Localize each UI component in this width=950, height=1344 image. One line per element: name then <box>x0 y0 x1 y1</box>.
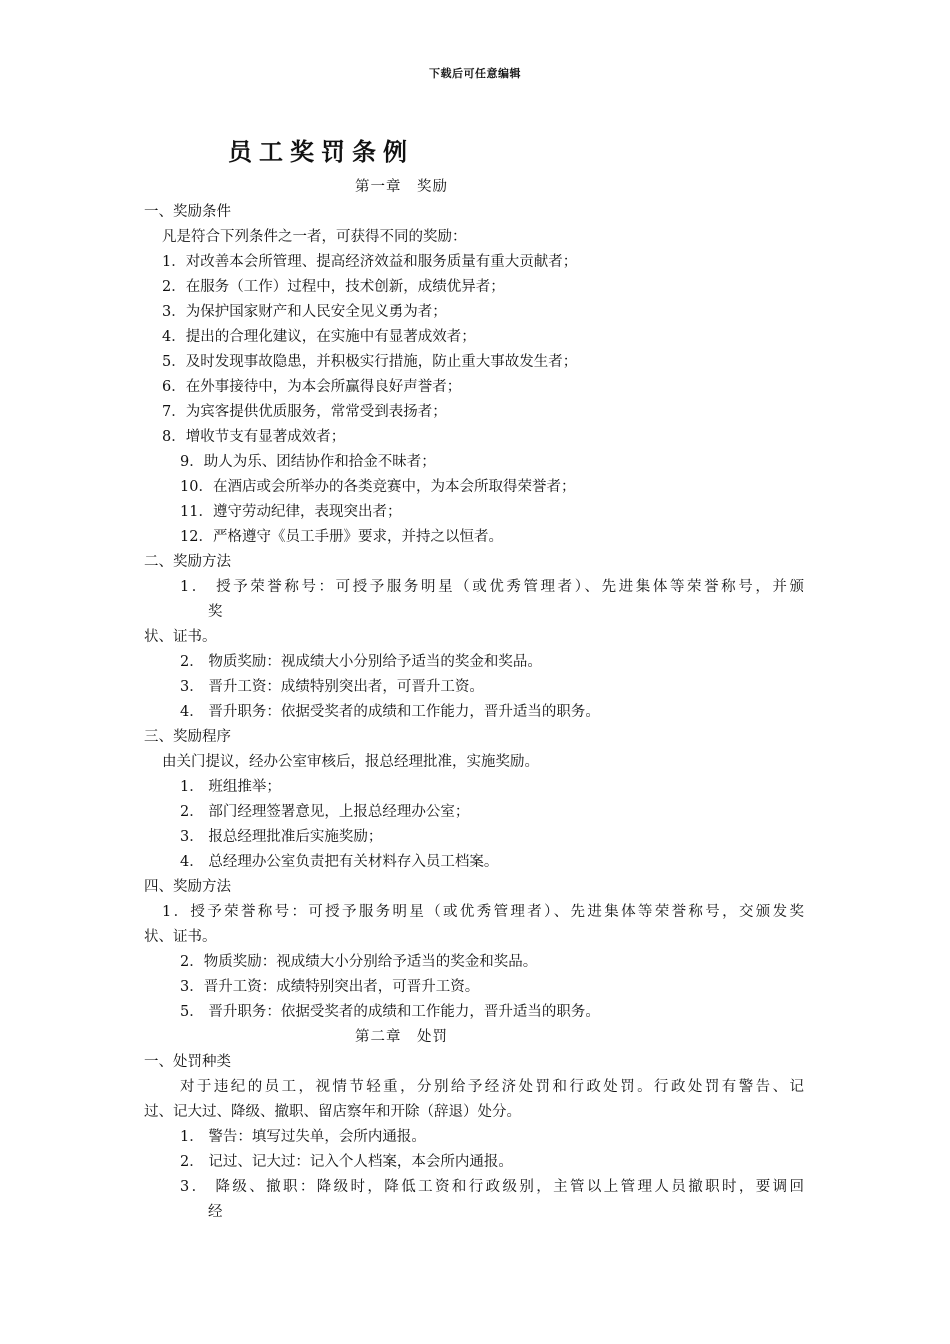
list-item: 2． 记过、记大过：记入个人档案，本会所内通报。 <box>180 1154 513 1170</box>
list-item: 7．为宾客提供优质服务，常常受到表扬者； <box>162 404 447 420</box>
list-item: 3．晋升工资：成绩特别突出者，可晋升工资。 <box>180 979 480 995</box>
list-item: 1．授予荣誉称号：可授予服务明星（或优秀管理者）、先进集体等荣誉称号，交颁发奖 <box>162 904 804 920</box>
document-title: 员工奖罚条例 <box>228 138 414 166</box>
list-item-continuation: 经 <box>208 1204 223 1220</box>
list-item: 1． 授予荣誉称号：可授予服务明星（或优秀管理者）、先进集体等荣誉称号，并颁 <box>180 579 804 595</box>
list-item: 3．为保护国家财产和人民安全见义勇为者； <box>162 304 447 320</box>
chapter-heading: 第二章 处罚 <box>355 1029 448 1045</box>
list-item: 3． 报总经理批准后实施奖励； <box>180 829 383 845</box>
paragraph: 对于违纪的员工，视情节轻重，分别给予经济处罚和行政处罚。行政处罚有警告、记 <box>180 1079 804 1095</box>
list-item: 2． 部门经理签署意见，上报总经理办公室； <box>180 804 470 820</box>
list-item: 12．严格遵守《员工手册》要求，并持之以恒者。 <box>180 529 503 545</box>
section-heading: 一、奖励条件 <box>144 204 231 220</box>
list-item: 8．增收节支有显著成效者； <box>162 429 346 445</box>
list-item: 2．物质奖励：视成绩大小分别给予适当的奖金和奖品。 <box>180 954 538 970</box>
list-item: 4． 总经理办公室负责把有关材料存入员工档案。 <box>180 854 499 870</box>
list-item: 2． 物质奖励：视成绩大小分别给予适当的奖金和奖品。 <box>180 654 542 670</box>
list-item-continuation: 奖 <box>208 604 223 620</box>
list-item: 6．在外事接待中，为本会所赢得良好声誉者； <box>162 379 462 395</box>
page-header-note: 下载后可任意编辑 <box>429 67 521 80</box>
list-item: 2．在服务（工作）过程中，技术创新，成绩优异者； <box>162 279 505 295</box>
section-heading: 四、奖励方法 <box>144 879 231 895</box>
list-item: 3． 晋升工资：成绩特别突出者，可晋升工资。 <box>180 679 484 695</box>
paragraph-continuation: 过、记大过、降级、撤职、留店察年和开除（辞退）处分。 <box>144 1104 521 1120</box>
list-item: 1．对改善本会所管理、提高经济效益和服务质量有重大贡献者； <box>162 254 578 270</box>
list-item: 11．遵守劳动纪律，表现突出者； <box>180 504 402 520</box>
chapter-heading: 第一章 奖励 <box>355 179 448 195</box>
paragraph: 由关门提议，经办公室审核后，报总经理批准，实施奖励。 <box>162 754 539 770</box>
section-heading: 三、奖励程序 <box>144 729 231 745</box>
list-item: 4．提出的合理化建议，在实施中有显著成效者； <box>162 329 476 345</box>
list-item: 5． 晋升职务：依据受奖者的成绩和工作能力，晋升适当的职务。 <box>180 1004 600 1020</box>
list-item: 10．在酒店或会所举办的各类竞赛中，为本会所取得荣誉者； <box>180 479 576 495</box>
list-item-continuation: 状、证书。 <box>144 929 217 945</box>
section-heading: 一、处罚种类 <box>144 1054 231 1070</box>
list-item: 3． 降级、撤职：降级时，降低工资和行政级别，主管以上管理人员撤职时，要调回 <box>180 1179 804 1195</box>
list-item: 1． 警告：填写过失单，会所内通报。 <box>180 1129 426 1145</box>
list-item: 1． 班组推举； <box>180 779 281 795</box>
paragraph: 凡是符合下列条件之一者，可获得不同的奖励： <box>162 229 467 245</box>
list-item: 9．助人为乐、团结协作和拾金不昧者； <box>180 454 436 470</box>
section-heading: 二、奖励方法 <box>144 554 231 570</box>
list-item-continuation: 状、证书。 <box>144 629 217 645</box>
list-item: 4． 晋升职务：依据受奖者的成绩和工作能力，晋升适当的职务。 <box>180 704 600 720</box>
list-item: 5．及时发现事故隐患，并积极实行措施，防止重大事故发生者； <box>162 354 578 370</box>
